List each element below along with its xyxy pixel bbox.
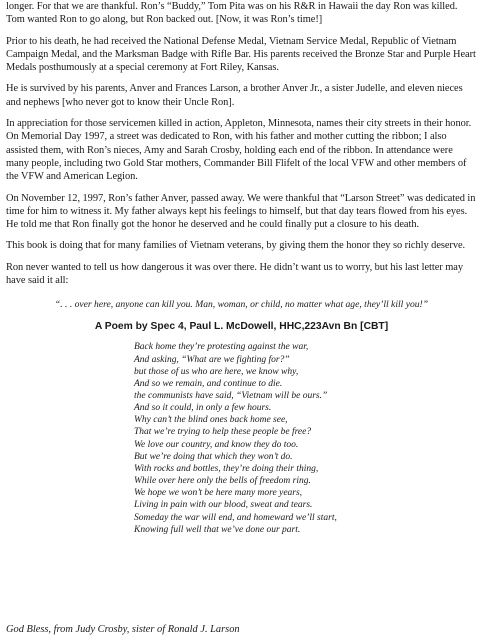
poem-line: And so it could, in only a few hours. xyxy=(134,403,272,414)
poem-line: And asking, “What are we fighting for?” xyxy=(134,354,290,365)
poem-line: Knowing full well that we’ve done our part. xyxy=(134,524,301,535)
poem-line: We hope we won’t be here many more years, xyxy=(134,488,303,499)
paragraph: He is survived by his parents, Anver and Frances Larson, a brother Anver Jr., a sister Judelle, and eleven nieces and nephews [who never got to know their Uncle Ron]. xyxy=(6,83,463,108)
poem xyxy=(6,341,477,536)
poem-line: We love our country, and know they do too. xyxy=(134,439,299,450)
poem-line: That we’re trying to help these people be free? xyxy=(134,427,312,438)
poem-line: Back home they’re protesting against the war, xyxy=(134,342,309,353)
poem-line: And so we remain, and continue to die. xyxy=(134,378,283,389)
paragraph: Prior to his death, he had received the National Defense Medal, Vietnam Service Medal, Republic of Vietnam Campaign Medal, and the Marksman Badge with Rifle Bar. His parents received the Bronze Star and Purple Heart Medals posthumously at a special ceremony at Fort Riley, Kansas. xyxy=(6,35,476,74)
poem-line: Someday the war will end, and homeward we’ll start, xyxy=(134,512,337,523)
poem-line: the communists have said, “Vietnam will be ours.” xyxy=(134,390,328,401)
poem-line: but those of us who are here, we know why, xyxy=(134,366,299,377)
paragraph: Ron never wanted to tell us how dangerous it was over there. He didn’t want us to worry, but his last letter may have said it all: xyxy=(6,261,463,287)
poem-line: While over here only the bells of freedom ring. xyxy=(134,476,311,487)
poem-line: Why can’t the blind ones back home see, xyxy=(134,415,288,426)
poem-line: But we’re doing that which they won’t do. xyxy=(134,451,293,462)
poem-title: A Poem by Spec 4, Paul L. McDowell, HHC,223Avn Bn [CBT] xyxy=(94,321,389,333)
poem-line: Living in pain with our blood, sweat and tears. xyxy=(134,500,313,511)
paragraph: In appreciation for those servicemen killed in action, Appleton, Minnesota, names their city streets in their honor. On Memorial Day 1997, a street was dedicated to Ron, with his father and mother cutting the ribbon; I also assisted them, with Ron’s nieces, Amy and Sarah Crosby, holding each end of the ribbon. In attendance were many people, including two Gold Star mothers, Commander Bill Flifelt of the local VFW and other members of the VFW and American Legion. xyxy=(6,118,472,183)
poem-line: With rocks and bottles, they’re doing their thing, xyxy=(134,463,319,474)
paragraph: On November 12, 1997, Ron’s father Anver, passed away. We were thankful that “Larson Street” was dedicated in time for him to witness it. My father always kept his feelings to himself, but that day tears flowed from his eyes. He told me that Ron finally got the honor he deserved and he could finally put a closure to his death. xyxy=(6,192,476,231)
letter-quote: “. . . over here, anyone can kill you. Man, woman, or child, no matter what age, they’ll kill you!” xyxy=(54,299,429,311)
paragraph: This book is doing that for many families of Vietnam veterans, by giving them the honor they so richly deserve. xyxy=(6,240,466,252)
signoff: God Bless, from Judy Crosby, sister of Ronald J. Larson xyxy=(6,624,240,635)
paragraph: longer. For that we are thankful. Ron’s “Buddy,” Tom Pita was on his R&R in Hawaii the day Ron was killed. Tom wanted Ron to go along, but Ron backed out. [Now, it was Ron’s time!] xyxy=(6,1,458,26)
